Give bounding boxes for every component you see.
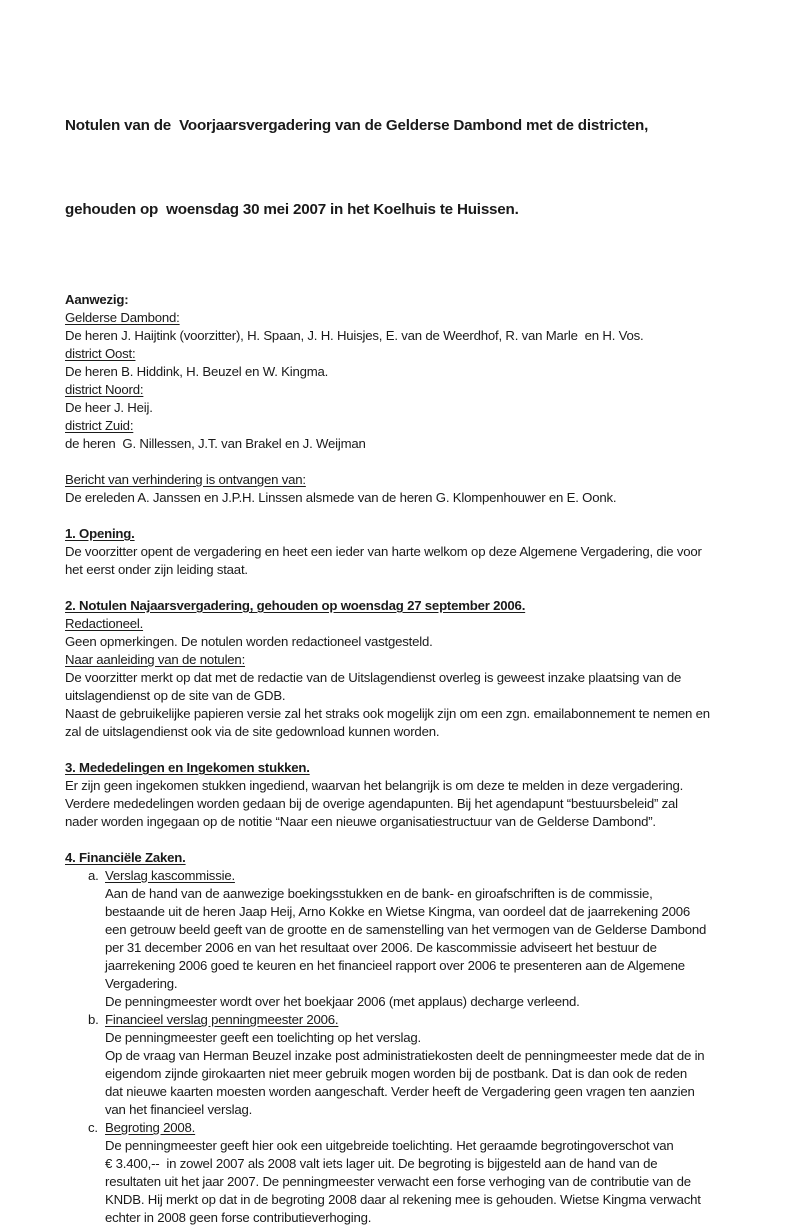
document-title-line: Notulen van de Voorjaarsvergadering van de Gelderse Dambond met de districten, [65, 117, 649, 134]
text-line-text: Verdere mededelingen worden gedaan bij de overige agendapunten. Bij het agendapunt “bestuursbeleid” zal [65, 796, 678, 811]
list-item-text [65, 921, 771, 939]
text-line [65, 435, 771, 453]
text-line-text: De heren B. Hiddink, H. Beuzel en W. Kingma. [65, 364, 329, 379]
text-line-text: de heren G. Nillessen, J.T. van Brakel en J. Weijman [65, 436, 366, 451]
text-line-text: De voorzitter merkt op dat met de redactie van de Uitslagendienst overleg is geweest inzake plaatsing van de [65, 670, 682, 685]
section-heading [65, 849, 771, 867]
text-line [65, 489, 771, 507]
subheading [65, 417, 771, 435]
list-item-text-text: een getrouw beeld geeft van de grootte en de samenstelling van het vermogen van de Gelderse Dambond [105, 922, 707, 937]
subheading-text: district Noord: [65, 382, 144, 397]
list-item-text-text: De penningmeester geeft hier ook een uitgebreide toelichting. Het geraamde begrotingoverschot van [105, 1138, 674, 1153]
list-item-text-text: De penningmeester geeft een toelichting op het verslag. [105, 1030, 421, 1045]
list-item-text-text: Vergadering. [105, 976, 178, 991]
list-item-text-text: De penningmeester wordt over het boekjaar 2006 (met applaus) decharge verleend. [105, 994, 580, 1009]
text-line [65, 795, 771, 813]
text-line-text: Er zijn geen ingekomen stukken ingediend, waarvan het belangrijk is om deze te melden in deze vergadering. [65, 778, 684, 793]
list-item-text-text: eigendom zijnde girokaarten niet meer gebruik mogen worden bij de postbank. Dat is dan ook de reden [105, 1066, 688, 1081]
blank-line [65, 453, 771, 471]
list-item-title [65, 1011, 771, 1029]
blank-line [65, 579, 771, 597]
list-item-text-text: bestaande uit de heren Jaap Heij, Arno Kokke en Wietse Kingma, van oordeel dat de jaarrekening 2006 [105, 904, 691, 919]
list-item-text-text: echter in 2008 geen forse contributieverhoging. [105, 1210, 372, 1225]
subheading [65, 615, 771, 633]
list-item-text [65, 1029, 771, 1047]
list-item-text-text: per 31 december 2006 en van het resultaat over 2006. De kascommissie adviseert het bestuur de [105, 940, 657, 955]
list-marker: b. [88, 1012, 99, 1027]
text-line [65, 813, 771, 831]
list-item-text [65, 1155, 771, 1173]
text-line-text: uitslagendienst op de site van de GDB. [65, 688, 286, 703]
section-label [65, 291, 771, 309]
subheading [65, 309, 771, 327]
subheading [65, 345, 771, 363]
list-item-text [65, 1191, 771, 1209]
section-heading-text: 3. Mededelingen en Ingekomen stukken. [65, 760, 310, 775]
list-item-text-text: dat nieuwe kaarten moesten worden aangeschaft. Verder heeft de Vergadering geen vragen ten aanzien [105, 1084, 695, 1099]
subheading [65, 651, 771, 669]
list-item-text [65, 939, 771, 957]
text-line [65, 399, 771, 417]
section-heading-text: 2. Notulen Najaarsvergadering, gehouden op woensdag 27 september 2006. [65, 598, 526, 613]
section-heading [65, 597, 771, 615]
list-item-text [65, 1101, 771, 1119]
list-item-title-text: Financieel verslag penningmeester 2006. [105, 1012, 339, 1027]
list-item-title-text: Begroting 2008. [105, 1120, 196, 1135]
text-line-text: zal de uitslagendienst ook via de site gedownload kunnen worden. [65, 724, 440, 739]
section-heading [65, 759, 771, 777]
subheading-text: Naar aanleiding van de notulen: [65, 652, 246, 667]
text-line [65, 327, 771, 345]
list-item-text-text: Aan de hand van de aanwezige boekingsstukken en de bank- en giroafschriften is de commissie, [105, 886, 653, 901]
list-item-text-text: KNDB. Hij merkt op dat in de begroting 2008 daar al rekening mee is gehouden. Wietse Kingma verwacht [105, 1192, 701, 1207]
list-marker: a. [88, 868, 99, 883]
document-title-line: gehouden op woensdag 30 mei 2007 in het Koelhuis te Huissen. [65, 201, 519, 218]
text-line-text: nader worden ingegaan op de notitie “Naar een nieuwe organisatiestructuur van de Gelderse Dambond”. [65, 814, 656, 829]
section-label-text: Aanwezig: [65, 292, 129, 307]
list-item-text-text: € 3.400,-- in zowel 2007 als 2008 valt iets lager uit. De begroting is bijgesteld aan de hand van de [105, 1156, 658, 1171]
section-heading-text: 4. Financiële Zaken. [65, 850, 186, 865]
blank-line [65, 741, 771, 759]
subheading [65, 381, 771, 399]
list-item-title [65, 867, 771, 885]
blank-line [65, 831, 771, 849]
text-line-text: Naast de gebruikelijke papieren versie zal het straks ook mogelijk zijn om een zgn. emailabonnement te nemen en [65, 706, 710, 721]
subheading-text: district Oost: [65, 346, 136, 361]
document-title [65, 56, 771, 280]
text-line [65, 705, 771, 723]
list-item-text [65, 975, 771, 993]
list-item-text [65, 957, 771, 975]
text-line-text: De ereleden A. Janssen en J.P.H. Linssen alsmede van de heren G. Klompenhouwer en E. Oonk. [65, 490, 617, 505]
text-line-text: De voorzitter opent de vergadering en heet een ieder van harte welkom op deze Algemene Vergadering, die voor [65, 544, 702, 559]
text-line [65, 363, 771, 381]
document-body [65, 291, 771, 1227]
list-item-text [65, 903, 771, 921]
list-item-text [65, 885, 771, 903]
subheading [65, 471, 771, 489]
text-line-text: Geen opmerkingen. De notulen worden redactioneel vastgesteld. [65, 634, 433, 649]
list-marker: c. [88, 1120, 98, 1135]
section-heading [65, 525, 771, 543]
list-item-text-text: van het financieel verslag. [105, 1102, 253, 1117]
list-item-text-text: jaarrekening 2006 goed te keuren en het financieel rapport over 2006 te presenteren aan de Algemene [105, 958, 685, 973]
list-item-text [65, 1137, 771, 1155]
list-item-text [65, 1083, 771, 1101]
text-line-text: het eerst onder zijn leiding staat. [65, 562, 248, 577]
list-item-text [65, 1065, 771, 1083]
list-item-text [65, 993, 771, 1011]
text-line [65, 669, 771, 687]
text-line [65, 633, 771, 651]
subheading-text: Gelderse Dambond: [65, 310, 180, 325]
text-line-text: De heer J. Heij. [65, 400, 153, 415]
subheading-text: Redactioneel. [65, 616, 144, 631]
list-item-text-text: Op de vraag van Herman Beuzel inzake post administratiekosten deelt de penningmeester mede dat de in [105, 1048, 705, 1063]
text-line [65, 777, 771, 795]
list-item-title-text: Verslag kascommissie. [105, 868, 235, 883]
text-line [65, 561, 771, 579]
list-item-text-text: resultaten uit het jaar 2007. De penningmeester verwacht een forse verhoging van de contributie van de [105, 1174, 691, 1189]
list-item-text [65, 1047, 771, 1065]
blank-line [65, 507, 771, 525]
text-line [65, 723, 771, 741]
list-item-text [65, 1173, 771, 1191]
list-item-text [65, 1209, 771, 1227]
text-line [65, 687, 771, 705]
subheading-text: district Zuid: [65, 418, 134, 433]
list-item-title [65, 1119, 771, 1137]
text-line [65, 543, 771, 561]
section-heading-text: 1. Opening. [65, 526, 135, 541]
subheading-text: Bericht van verhindering is ontvangen van: [65, 472, 306, 487]
text-line-text: De heren J. Haijtink (voorzitter), H. Spaan, J. H. Huisjes, E. van de Weerdhof, R. van Marle en H. Vos. [65, 328, 644, 343]
